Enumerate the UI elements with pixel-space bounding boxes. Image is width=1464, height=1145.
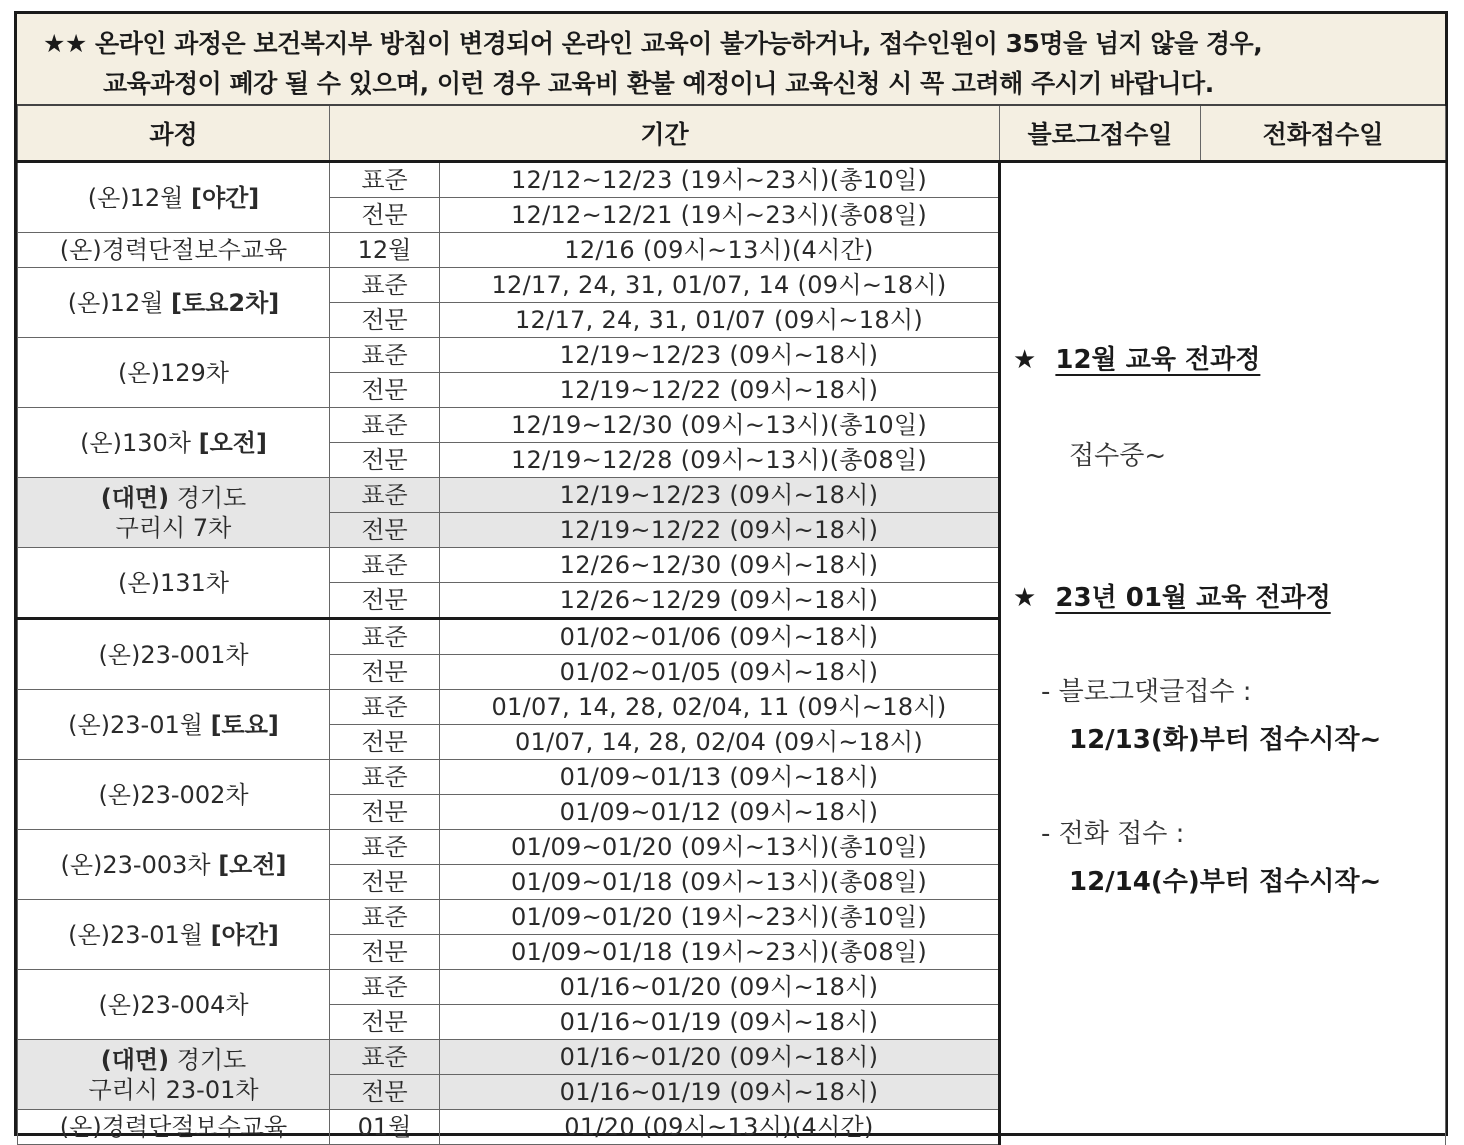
- course-name: (온)131차: [118, 568, 229, 597]
- level-cell: 전문: [330, 1005, 440, 1040]
- level-cell: 표준: [330, 760, 440, 795]
- course-name: (온)경력단절보수교육: [59, 1113, 288, 1141]
- level-cell: 표준: [330, 548, 440, 583]
- course-name: (온)경력단절보수교육: [59, 236, 288, 264]
- course-name: 경기도: [169, 1045, 247, 1074]
- january-heading: [1013, 583, 1331, 613]
- course-tag: [야간]: [190, 183, 260, 212]
- period-cell: 12/19~12/23 (09시~18시): [440, 478, 1000, 513]
- period-cell: 12/17, 24, 31, 01/07, 14 (09시~18시): [440, 268, 1000, 303]
- header-phone: 전화접수일: [1201, 106, 1446, 162]
- course-name: 경기도: [169, 483, 247, 512]
- course-cell: [18, 1040, 330, 1110]
- course-name: (온)23-004차: [98, 990, 249, 1019]
- course-cell: [18, 162, 330, 233]
- header-blog: 블로그접수일: [1000, 106, 1201, 162]
- period-cell: 12/26~12/29 (09시~18시): [440, 583, 1000, 619]
- level-cell: 전문: [330, 583, 440, 619]
- course-name: (온)23-01월: [68, 710, 211, 739]
- level-cell: 전문: [330, 795, 440, 830]
- course-cell: [18, 690, 330, 760]
- course-cell: [18, 233, 330, 268]
- course-mode: (대면): [100, 1045, 170, 1074]
- blog-label: - 블로그댓글접수 :: [1041, 677, 1252, 707]
- level-cell: 표준: [330, 1040, 440, 1075]
- schedule-table: [17, 106, 1446, 1145]
- level-cell: 전문: [330, 865, 440, 900]
- course-tag: [오전]: [218, 850, 287, 879]
- phone-start: 12/14(수)부터 접수시작~: [1069, 867, 1382, 897]
- period-cell: 01/09~01/20 (19시~23시)(총10일): [440, 900, 1000, 935]
- january-title: 23년 01월 교육 전과정: [1055, 583, 1331, 613]
- period-cell: 01/09~01/13 (09시~18시): [440, 760, 1000, 795]
- period-cell: 12/19~12/22 (09시~18시): [440, 513, 1000, 548]
- course-cell: [18, 338, 330, 408]
- level-cell: 표준: [330, 268, 440, 303]
- level-cell: 전문: [330, 303, 440, 338]
- period-cell: 12/19~12/30 (09시~13시)(총10일): [440, 408, 1000, 443]
- course-name-line2: 구리시 7차: [115, 513, 232, 542]
- course-name: (온)23-003차: [60, 850, 219, 879]
- period-cell: 01/09~01/18 (09시~13시)(총08일): [440, 865, 1000, 900]
- period-cell: 12/12~12/23 (19시~23시)(총10일): [440, 162, 1000, 198]
- star-icon: ★: [1013, 583, 1037, 613]
- registration-info-cell: [1000, 162, 1446, 1145]
- course-name: (온)23-001차: [98, 640, 249, 669]
- course-cell: [18, 760, 330, 830]
- level-cell: 전문: [330, 725, 440, 760]
- level-cell: 표준: [330, 162, 440, 198]
- period-cell: 01/09~01/18 (19시~23시)(총08일): [440, 935, 1000, 970]
- course-name: (온)12월: [87, 183, 191, 212]
- notice-line-2: 교육과정이 폐강 될 수 있으며, 이런 경우 교육비 환불 예정이니 교육신청 시 꼭 고려해 주시기 바랍니다.: [103, 69, 1214, 98]
- period-cell: 01/02~01/06 (09시~18시): [440, 619, 1000, 655]
- level-cell: 표준: [330, 619, 440, 655]
- period-cell: 01/07, 14, 28, 02/04, 11 (09시~18시): [440, 690, 1000, 725]
- course-tag: [야간]: [210, 920, 279, 949]
- course-name: (온)12월: [67, 288, 172, 317]
- period-cell: 01/16~01/20 (09시~18시): [440, 1040, 1000, 1075]
- period-cell: 01/16~01/19 (09시~18시): [440, 1005, 1000, 1040]
- december-title: 12월 교육 전과정: [1055, 345, 1261, 375]
- period-cell: 12/19~12/23 (09시~18시): [440, 338, 1000, 373]
- period-cell: 12/16 (09시~13시)(4시간): [440, 233, 1000, 268]
- level-cell: 표준: [330, 690, 440, 725]
- course-cell: [18, 478, 330, 548]
- level-cell: 표준: [330, 970, 440, 1005]
- course-tag: [토요]: [210, 710, 279, 739]
- schedule-body: [18, 162, 1446, 1145]
- period-cell: 12/19~12/22 (09시~18시): [440, 373, 1000, 408]
- level-cell: 전문: [330, 513, 440, 548]
- level-cell: 전문: [330, 935, 440, 970]
- notice-line-1: ★★ 온라인 과정은 보건복지부 방침이 변경되어 온라인 교육이 불가능하거나, 접수인원이 35명을 넘지 않을 경우,: [43, 29, 1263, 58]
- course-tag: [토요2차]: [171, 288, 280, 317]
- period-cell: 12/12~12/21 (19시~23시)(총08일): [440, 198, 1000, 233]
- course-name: (온)129차: [118, 358, 229, 387]
- course-cell: [18, 268, 330, 338]
- level-cell: 전문: [330, 373, 440, 408]
- period-cell: 01/16~01/19 (09시~18시): [440, 1075, 1000, 1110]
- table-row: [18, 162, 1446, 198]
- course-mode: (대면): [100, 483, 170, 512]
- course-cell: [18, 970, 330, 1040]
- course-name: (온)130차: [80, 428, 199, 457]
- level-cell: 표준: [330, 900, 440, 935]
- phone-label: - 전화 접수 :: [1041, 819, 1185, 849]
- period-cell: 01/02~01/05 (09시~18시): [440, 655, 1000, 690]
- course-name: (온)23-01월: [68, 920, 211, 949]
- level-cell: 표준: [330, 408, 440, 443]
- level-cell: 표준: [330, 478, 440, 513]
- registration-info: [1001, 163, 1446, 1133]
- level-cell: 전문: [330, 198, 440, 233]
- course-cell: [18, 619, 330, 690]
- period-cell: 01/07, 14, 28, 02/04 (09시~18시): [440, 725, 1000, 760]
- period-cell: 01/16~01/20 (09시~18시): [440, 970, 1000, 1005]
- course-name: (온)23-002차: [98, 780, 249, 809]
- level-cell: 표준: [330, 830, 440, 865]
- level-cell: 표준: [330, 338, 440, 373]
- star-icon: ★: [1013, 345, 1037, 375]
- level-cell: 01월: [330, 1110, 440, 1145]
- course-tag: [오전]: [198, 428, 267, 457]
- period-cell: 12/26~12/30 (09시~18시): [440, 548, 1000, 583]
- period-cell: 01/09~01/12 (09시~18시): [440, 795, 1000, 830]
- course-cell: [18, 408, 330, 478]
- header-period: 기간: [330, 106, 1000, 162]
- period-cell: 12/17, 24, 31, 01/07 (09시~18시): [440, 303, 1000, 338]
- level-cell: 12월: [330, 233, 440, 268]
- schedule-sheet: [14, 11, 1448, 1141]
- level-cell: 전문: [330, 655, 440, 690]
- notice-banner: [17, 14, 1445, 106]
- course-cell: [18, 830, 330, 900]
- level-cell: 전문: [330, 443, 440, 478]
- blog-start: 12/13(화)부터 접수시작~: [1069, 725, 1382, 755]
- december-heading: [1013, 345, 1260, 375]
- december-status: 접수중~: [1069, 441, 1167, 471]
- course-cell: [18, 548, 330, 619]
- header-course: 과정: [18, 106, 330, 162]
- level-cell: 전문: [330, 1075, 440, 1110]
- period-cell: 01/09~01/20 (09시~13시)(총10일): [440, 830, 1000, 865]
- course-name-line2: 구리시 23-01차: [88, 1075, 259, 1104]
- course-cell: [18, 1110, 330, 1145]
- period-cell: 01/20 (09시~13시)(4시간): [440, 1110, 1000, 1145]
- period-cell: 12/19~12/28 (09시~13시)(총08일): [440, 443, 1000, 478]
- course-cell: [18, 900, 330, 970]
